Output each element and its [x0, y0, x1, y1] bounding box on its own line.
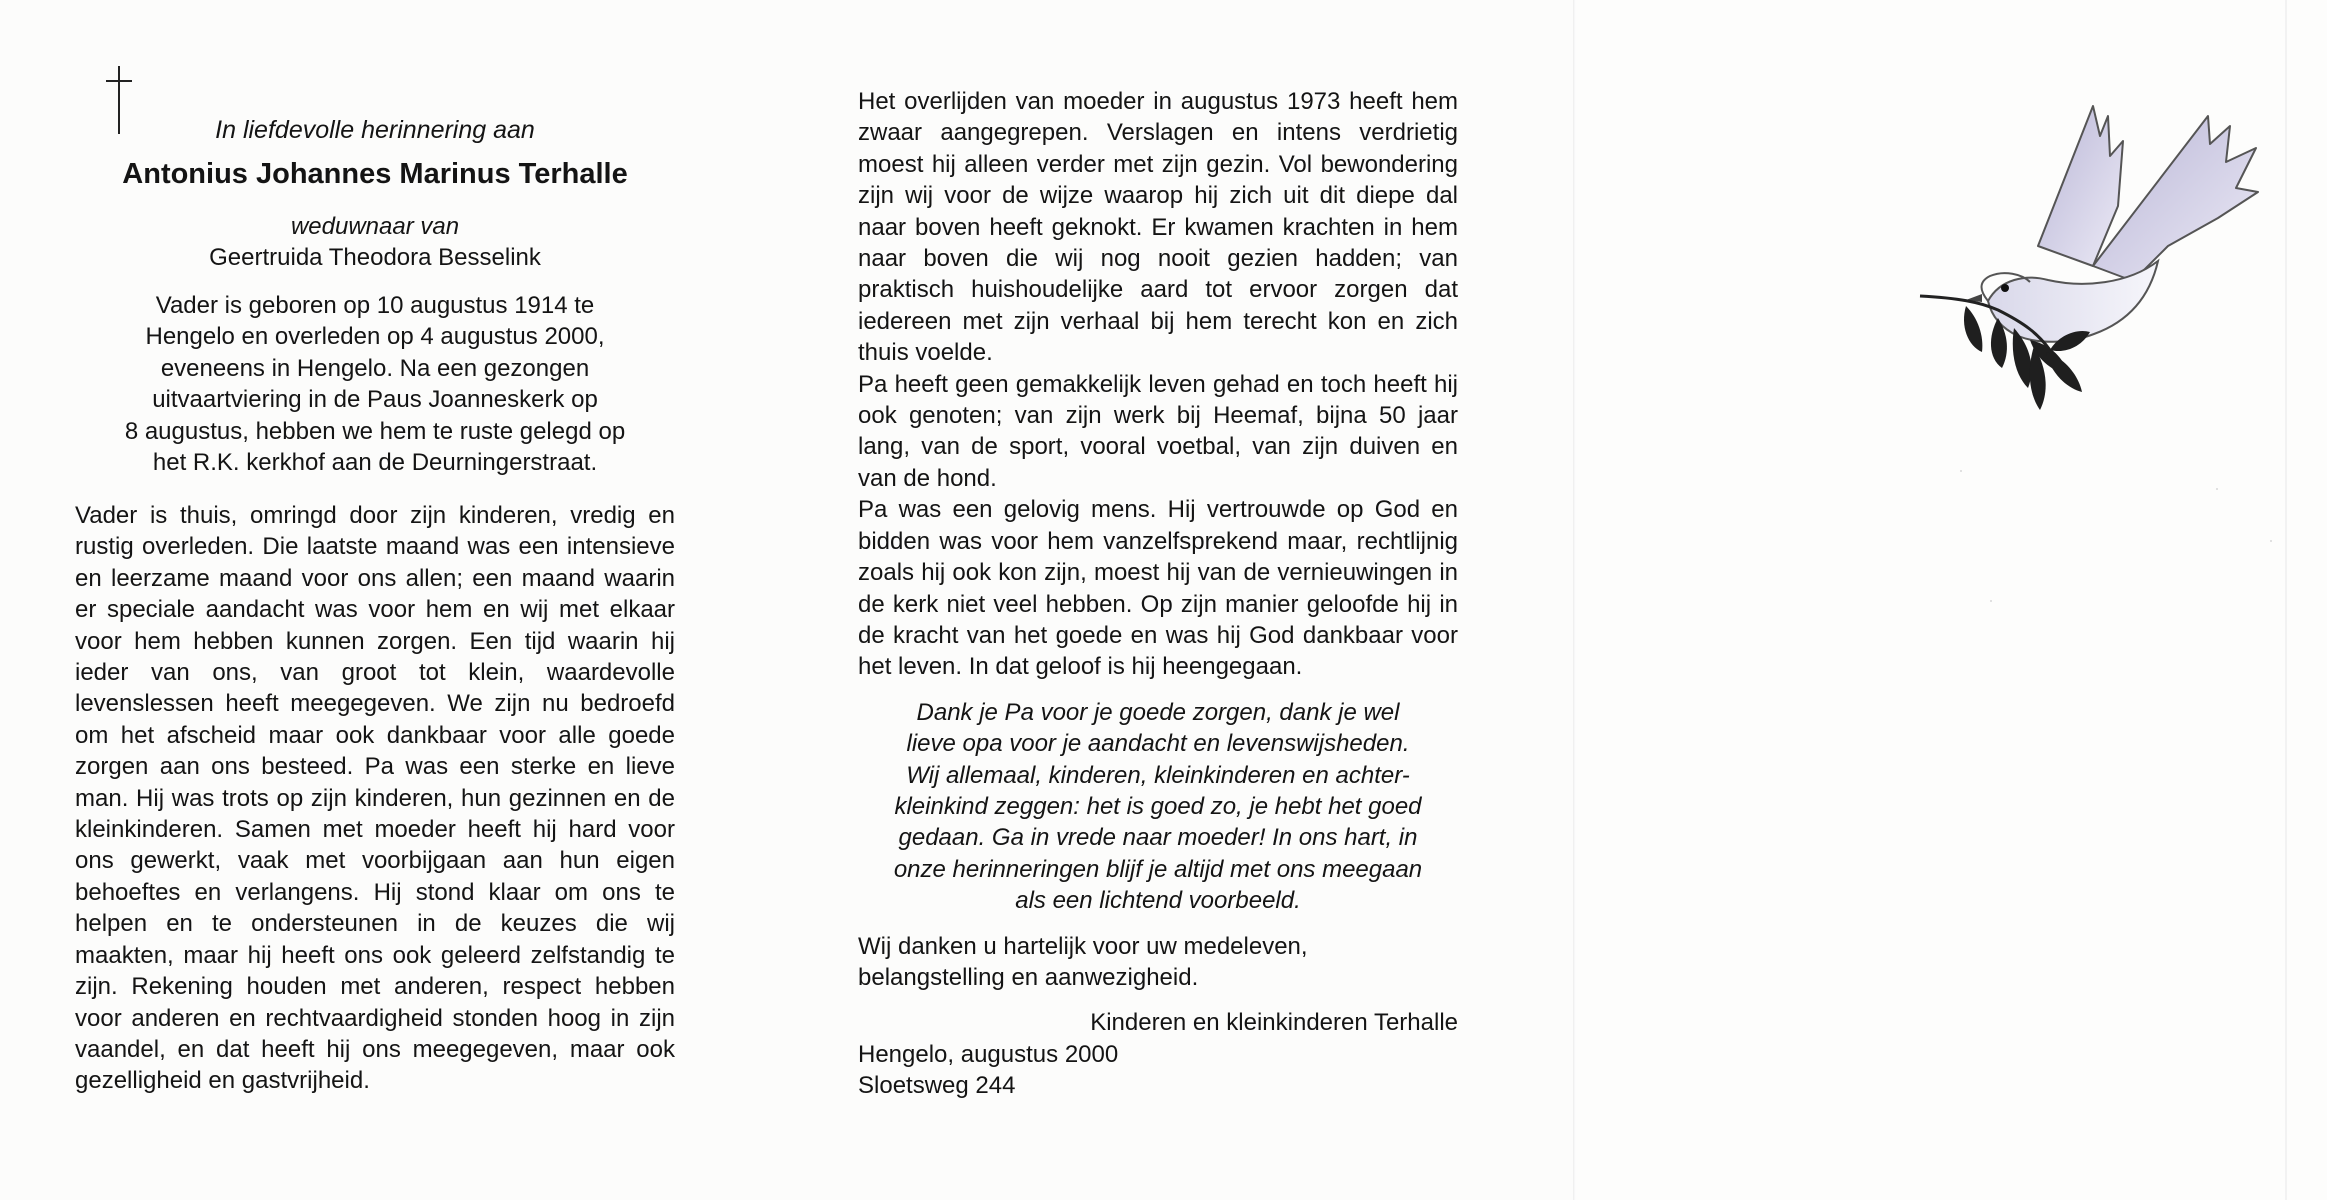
- birth-line: het R.K. kerkhof aan de Deurningerstraat.: [152, 449, 598, 477]
- paper-speck: [1960, 470, 1962, 472]
- tribute-paragraph-mother: Het overlijden van moeder in augustus 1973 heeft hem zwaar aangegrepen. Verslagen en intens verdrietig moest hij alleen verder met zijn gezin. Vol bewondering zijn wij voor de wijze waarop hij zich uit dit diepe dal naar boven heeft geknokt. Er kwamen krachten in hem naar boven die wij nog nooit gezien hadden; van praktisch huishoudelijke aard tot ervoor zorgen dat iedereen met zijn verhaal bij hem terecht kon en zich thuis voelde.: [858, 88, 1458, 367]
- spouse-block: [75, 211, 675, 273]
- card-fold-line: [1573, 0, 1576, 1200]
- quote-line: onze herinneringen blijf je altijd met ons meegaan: [893, 855, 1423, 883]
- deceased-name: Antonius Johannes Marinus Terhalle: [122, 158, 628, 190]
- tribute-paragraph-faith: Pa was een gelovig mens. Hij vertrouwde op God en bidden was voor hem vanzelfsprekend maar, rechtlijnig zoals hij ook kon zijn, moest hij van de vernieuwingen in de kerk niet veel hebben. Op zijn manier geloofde hij in de kracht van het goede en was hij God dankbaar voor het leven. In dat geloof is hij heengegaan.: [858, 496, 1458, 681]
- birth-line: eveneens in Hengelo. Na een gezongen: [160, 354, 590, 382]
- birth-death-block: [75, 290, 675, 478]
- birth-line: uitvaartviering in de Paus Joanneskerk op: [152, 386, 598, 414]
- birth-line: Hengelo en overleden op 4 augustus 2000,: [145, 323, 605, 351]
- paper-speck: [2270, 540, 2272, 542]
- paper-speck: [2216, 488, 2218, 490]
- tribute-paragraph-life: Pa heeft geen gemakkelijk leven gehad en toch heeft hij ook genoten; van zijn werk bij Heemaf, bijna 50 jaar lang, van de sport, vooral voetbal, van zijn duiven en van de hond.: [858, 370, 1458, 492]
- quote-line: gedaan. Ga in vrede naar moeder! In ons hart, in: [898, 824, 1418, 852]
- memorial-heading: In liefdevolle herinnering aan: [215, 116, 535, 144]
- right-column: [858, 86, 1458, 1102]
- quote-line: Wij allemaal, kinderen, kleinkinderen en achter-: [906, 761, 1410, 789]
- address: Sloetsweg 244: [858, 1072, 1016, 1100]
- birth-line: Vader is geboren op 10 augustus 1914 te: [155, 292, 595, 319]
- paper-speck: [1990, 600, 1992, 602]
- quote-line: Dank je Pa voor je goede zorgen, dank je wel: [916, 698, 1400, 726]
- birth-line: 8 augustus, hebben we hem te ruste gelegd op: [124, 417, 626, 445]
- family-signature: Kinderen en kleinkinderen Terhalle: [1090, 1009, 1458, 1037]
- quote-line: als een lichtend voorbeeld.: [1015, 887, 1301, 915]
- widow-label: weduwnaar van: [290, 213, 460, 240]
- farewell-quote: [858, 697, 1458, 917]
- quote-line: lieve opa voor je aandacht en levenswijsheden.: [906, 730, 1410, 758]
- thanks-paragraph: Wij danken u hartelijk voor uw medeleven, belangstelling en aanwezigheid.: [858, 932, 1308, 991]
- spouse-name: Geertruida Theodora Besselink: [209, 244, 541, 271]
- place-date: Hengelo, augustus 2000: [858, 1040, 1119, 1068]
- dove-with-olive-branch-icon: [1918, 96, 2298, 468]
- tribute-paragraph: Vader is thuis, omringd door zijn kinderen, vredig en rustig overleden. Die laatste maand was een intensieve en leerzame maand voor ons allen; een maand waarin er speciale aandacht was voor hem en wij met elkaar voor hem hebben kunnen zorgen. Een tijd waarin hij ieder van ons, van groot tot klein, waardevolle levenslessen heeft meegegeven. We zijn nu bedroefd om het afscheid maar ook dankbaar voor alle goede zorgen aan ons besteed. Pa was een sterke en lieve man. Hij was trots op zijn kinderen, hun gezinnen en de kleinkinderen. Samen met moeder heeft hij hard voor ons gewerkt, vaak met voorbijgaan aan hun eigen behoeftes en verlangens. Hij stond klaar om ons te helpen en te ondersteunen in de keuzes die wij maakten, maar hij heeft ons ook geleerd zelfstandig te zijn. Rekening houden met anderen, respect hebben voor anderen en rechtvaardigheid stonden hoog in zijn vaandel, en dat heeft hij ons meegegeven, maar ook gezelligheid en gastvrijheid.: [75, 502, 675, 1095]
- quote-line: kleinkind zeggen: het is goed zo, je hebt het goed: [894, 792, 1422, 820]
